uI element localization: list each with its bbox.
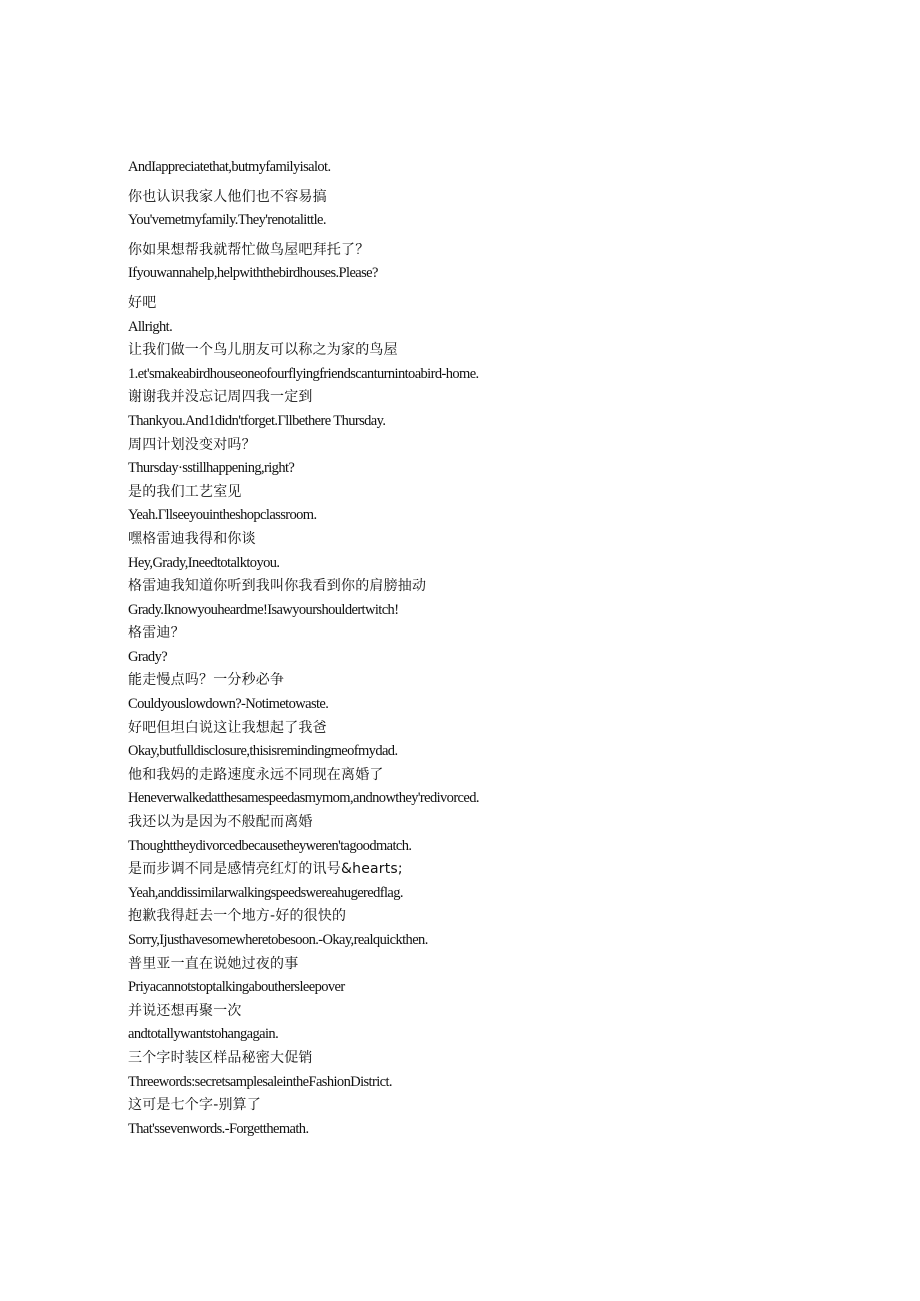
text-line: Heneverwalkedatthesamespeedasmymom,andnowthey'redivorced. <box>128 790 479 807</box>
text-line: Grady? <box>128 648 168 665</box>
text-line: Grady.Iknowyouheardme!Isawyourshouldertwitch! <box>128 601 399 618</box>
text-line: Hey,Grady,Ineedtotalktoyou. <box>128 554 280 571</box>
text-line: 是而步调不同是感情亮红灯的讯号&hearts; <box>128 861 403 878</box>
text-line: 你如果想帮我就帮忙做鸟屋吧拜托了？ <box>128 241 370 258</box>
text-line: 格雷迪我知道你听到我叫你我看到你的肩膀抽动 <box>128 578 427 595</box>
text-line: AndIappreciatethat,butmyfamilyisalot. <box>128 159 331 175</box>
text-line: 普里亚一直在说她过夜的事 <box>128 955 299 972</box>
subtitle-lines <box>128 156 828 1141</box>
text-line: 抱歉我得赶去一个地方-好的很快的 <box>128 908 347 925</box>
text-line: Okay,butfulldisclosure,thisisremindingmeofmydad. <box>128 743 398 760</box>
text-line: 嘿格雷迪我得和你谈 <box>128 530 256 547</box>
text-line: 你也认识我家人他们也不容易搞 <box>128 188 327 205</box>
text-line: 好吧 <box>128 294 157 311</box>
text-line: Couldyouslowdown?-Notimetowaste. <box>128 696 329 713</box>
text-line: That'ssevenwords.-Forgetthemath. <box>128 1120 309 1137</box>
text-line: Thursday·sstillhappening,right? <box>128 460 295 477</box>
text-line: Threewords:secretsamplesaleintheFashionDistrict. <box>128 1073 392 1090</box>
text-line: Ifyouwannahelp,helpwiththebirdhouses.Please? <box>128 265 378 282</box>
text-line: Thankyou.And1didn'tforget.Γllbethere Thursday. <box>128 412 386 429</box>
text-line: 好吧但坦白说这让我想起了我爸 <box>128 719 327 736</box>
text-line: 让我们做一个鸟儿朋友可以称之为家的鸟屋 <box>128 342 398 359</box>
text-line: 我还以为是因为不般配而离婚 <box>128 814 313 831</box>
text-line: 格雷迪？ <box>128 625 185 642</box>
text-line: Allright. <box>128 318 173 335</box>
text-line: Priyacannotstoptalkingabouthersleepover <box>128 979 345 996</box>
text-line: Yeah.Γllseeyouintheshopclassroom. <box>128 507 317 524</box>
text-line: 三个字时装区样品秘密大促销 <box>128 1049 313 1066</box>
text-line: Yeah,anddissimilarwalkingspeedswereahugeredflag. <box>128 884 403 901</box>
text-line: Thoughttheydivorcedbecausetheyweren'tagoodmatch. <box>128 837 412 854</box>
text-line: 1.et'smakeabirdhouseoneofourflyingfriendscanturnintoabird-home. <box>128 365 479 382</box>
text-line: 能走慢点吗？一分秒必争 <box>128 672 285 689</box>
text-line: 谢谢我并没忘记周四我一定到 <box>128 389 313 406</box>
text-line: You'vemetmyfamily.They'renotalittle. <box>128 212 326 229</box>
text-line: 是的我们工艺室见 <box>128 483 242 500</box>
text-line: andtotallywantstohangagain. <box>128 1026 279 1043</box>
text-line: 周四计划没变对吗？ <box>128 436 256 453</box>
text-line: 这可是七个字-别算了 <box>128 1097 262 1114</box>
text-line: 并说还想再聚一次 <box>128 1002 242 1019</box>
text-line: 他和我妈的走路速度永远不同现在离婚了 <box>128 766 384 783</box>
text-line: Sorry,Ijusthavesomewheretobesoon.-Okay,realquickthen. <box>128 932 428 948</box>
